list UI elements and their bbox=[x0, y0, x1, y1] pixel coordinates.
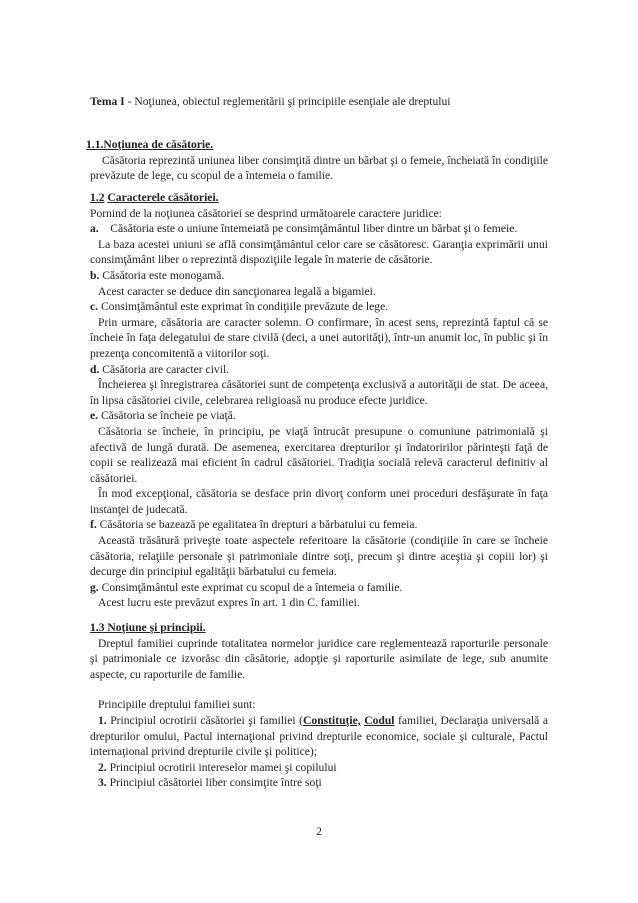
constitutie-link[interactable]: Constituţie, bbox=[303, 713, 361, 727]
section-1-1 bbox=[86, 137, 548, 184]
item-a: a. Căsătoria este o uniune întemeiată pe consimţământul liber dintre un bărbat şi o femeie. bbox=[90, 222, 518, 236]
item-c: c. Consimţământul este exprimat în condiţiile prevăzute de lege. bbox=[90, 300, 389, 314]
item-a-paragraph: La baza acestei uniuni se află consimţământul celor care se căsătoresc. Garanţia exprimării unui consimţământ liber o reprezintă dispoziţiile legale în materie de căsătorie. bbox=[90, 237, 548, 267]
item-d: d. Căsătoria are caracter civil. bbox=[90, 362, 230, 376]
principle-1: 1. Principiul ocrotirii căsătoriei şi familiei (Constituţie, Codul familiei, Declaraţia universală a drepturilor omului, Pactul internaţional privind drepturile economice, sociale şi culturale, Pactul internaţional privind drepturile civile şi politice); bbox=[90, 713, 549, 759]
section-1-3 bbox=[90, 620, 548, 791]
section-1-1-title: 1.1.Noţiunea de căsătorie. bbox=[86, 138, 214, 151]
page-number: 2 bbox=[316, 825, 322, 838]
principle-2: 2. Principiul ocrotirii intereselor mamei şi copilului bbox=[98, 760, 337, 774]
item-e-paragraph-1: Căsătoria se încheie, în principiu, pe viaţă întrucât presupune o comuniune patrimonială şi afectivă de lungă durată. De asemenea, exercitarea drepturilor şi îndatoririlor părinteşti faţă de copii se realizează mai eficient în cadrul căsătoriei. Tradiţia socială relevă caracterul definitiv al căsătoriei. bbox=[90, 424, 548, 485]
item-d-paragraph: Încheierea şi înregistrarea căsătoriei sunt de competenţa exclusivă a autorităţii de stat. De aceea, în lipsa căsătoriei civile, celebrarea religioasă nu produce efecte juridice. bbox=[90, 378, 548, 407]
principle-3: 3. Principiul căsătoriei liber consimţite între soţi bbox=[98, 776, 322, 790]
section-1-3-paragraph: Dreptul familiei cuprinde totalitatea normelor juridice care reglementează raporturile personale şi patrimoniale ce izvorăsc din căsătorie, adopţie şi raporturile asimilate de lege, sub anumite aspecte, cu raporturile de familie. bbox=[90, 636, 548, 681]
section-1-2-title: 1.2 Caracterele căsătoriei. bbox=[90, 191, 219, 204]
section-1-1-paragraph: Căsătoria reprezintă uniunea liber consimţită dintre un bărbat şi o femeie, încheiată în condiţiile prevăzute de lege, cu scopul de a întemeia o familie. bbox=[90, 153, 548, 183]
codul-link[interactable]: Codul bbox=[364, 713, 395, 727]
item-e: e. Căsătoria se încheie pe viaţă. bbox=[90, 409, 236, 423]
item-g: g. Consimţământul este exprimat cu scopul de a întemeia o familie. bbox=[90, 580, 403, 594]
item-f-paragraph: Această trăsătură priveşte toate aspectele referitoare la căsătorie (condiţiile în care se încheie căsătoria, relaţiile personale şi patrimoniale dintre soţi, precum şi dintre aceştia şi copiii lor) şi decurge din principiul egalităţii bărbatului cu femeia. bbox=[90, 534, 548, 579]
tema-title: - Noţiunea, obiectul reglementării şi principiile esenţiale ale dreptului bbox=[124, 95, 451, 108]
principles-intro: Principiile dreptului familiei sunt: bbox=[98, 698, 256, 712]
section-1-2-intro: Pornind de la noţiunea căsătoriei se desprind următoarele caractere juridice: bbox=[90, 206, 442, 220]
section-1-3-title: 1.3 Noţiune şi principii. bbox=[90, 621, 206, 634]
item-g-paragraph: Acest lucru este prevăzut expres în art. 1 din C. familiei. bbox=[98, 596, 360, 610]
section-1-2 bbox=[90, 190, 548, 611]
item-c-paragraph: Prin urmare, căsătoria are caracter solemn. O confirmare, în acest sens, reprezintă faptul că se încheie în faţa delegatului de stare civilă (deci, a unei autorităţi), într-un anumit loc, în public şi în prezenţa concomitentă a viitorilor soţi. bbox=[90, 315, 548, 360]
item-b: b. Căsătoria este monogamă. bbox=[90, 268, 225, 282]
item-e-paragraph-2: În mod excepţional, căsătoria se desface prin divorţ conform unei proceduri desfăşurate în faţa instanţei de judecată. bbox=[90, 487, 548, 516]
item-b-paragraph: Acest caracter se deduce din sancţionarea legală a bigamiei. bbox=[98, 284, 376, 298]
tema-label: Tema I bbox=[90, 95, 125, 108]
item-f: f. Căsătoria se bazează pe egalitatea în drepturi a bărbatului cu femeia. bbox=[90, 518, 418, 532]
course-heading bbox=[90, 94, 548, 110]
